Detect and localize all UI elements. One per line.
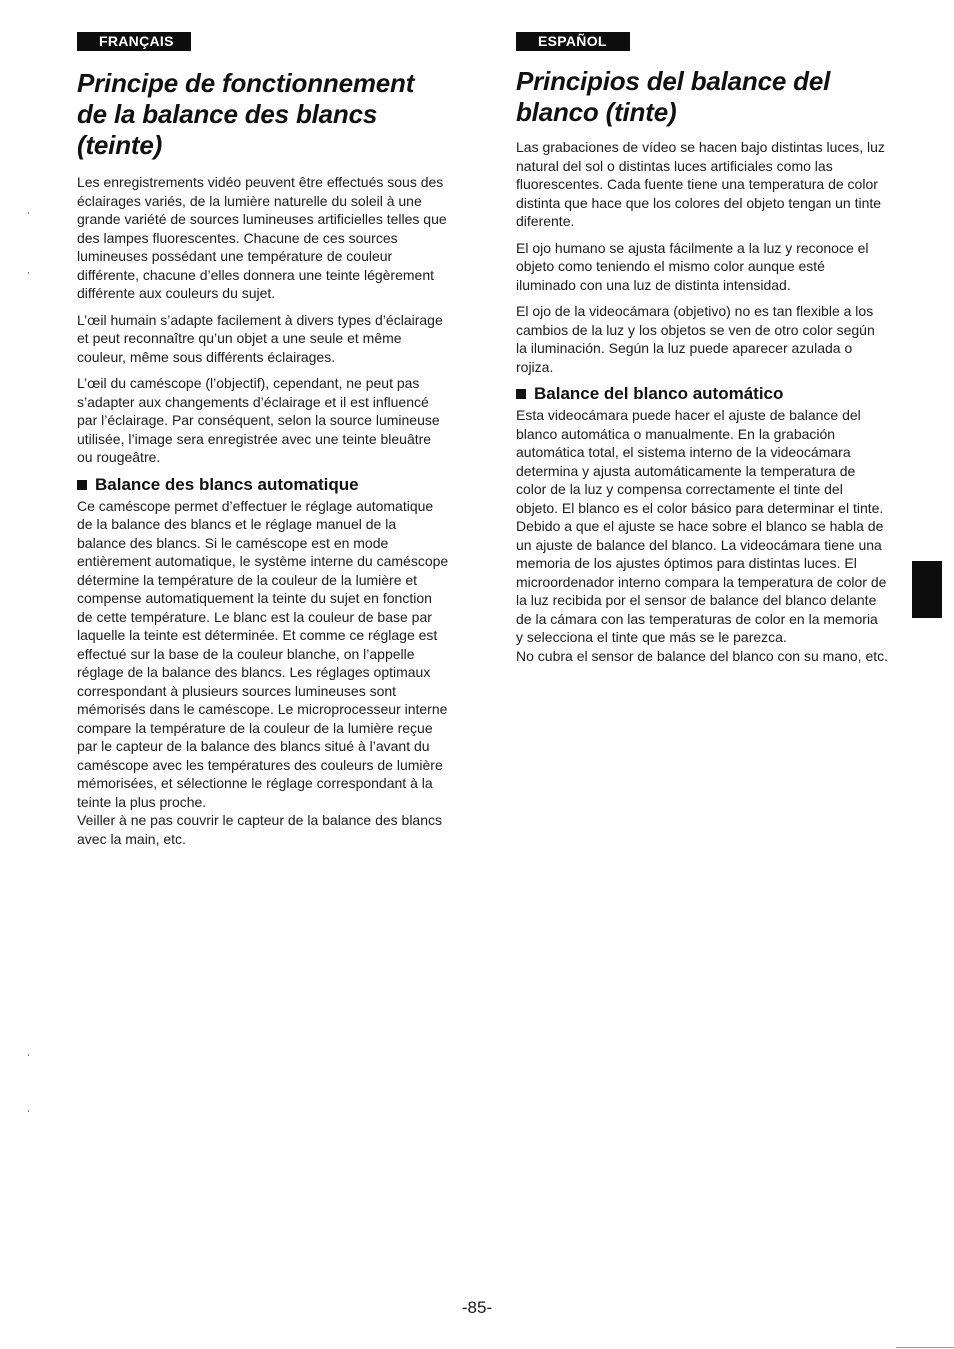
page-title-french: Principe de fonctionnement de la balance des blancs (teinte) bbox=[77, 68, 415, 160]
paragraph-french-2: L’œil humain s’adapte facilement à divers types d’éclairage et peut reconnaître qu’un objet a une seule et même couleur, même sous différents éclairages. bbox=[77, 311, 443, 365]
page-number: -85- bbox=[461, 1298, 493, 1317]
section-heading-french-label: Balance des blancs automatique bbox=[95, 474, 359, 494]
paragraph-french-3: L’œil du caméscope (l’objectif), cependant, ne peut pas s’adapter aux changements d’éclairage et il est influencé par l’éclairage. Par conséquent, selon la source lumineuse utilisée, l’image sera enregistrée avec une teinte bleuâtre ou rougeâtre. bbox=[77, 375, 440, 465]
margin-speck bbox=[28, 1110, 29, 1112]
section-body-spanish: Esta videocámara puede hacer el ajuste de balance del blanco automática o manualmente. En la grabación automática total, el sistema interno de la videocámara determina y ajusta automáticamente la temperatura de color de la luz y compensa correctamente el tinte del objeto. El blanco es el color básico para determinar el tinte. Debido a que el ajuste se hace sobre el blanco se habla de un ajuste de balance del blanco. La videocámara tiene una memoria de los ajustes óptimos para distintas luces. El microordenador interno compara la temperatura de color de la luz recibida por el sensor de balance del blanco delante de la cámara con las temperaturas de color en la memoria y selecciona el tinte que más se le parezca. bbox=[516, 407, 887, 645]
margin-speck bbox=[28, 1054, 29, 1056]
section-body-french: Ce caméscope permet d’effectuer le réglage automatique de la balance des blancs et le réglage manuel de la balance des blancs. Si le caméscope est en mode entièrement automatique, le système interne du caméscope détermine la température de la couleur de la lumière et compense automatiquement la teinte du sujet en fonction de cette température. Le blanc est la couleur de base par laquelle la teinte est déterminée. Et comme ce réglage est effectué sur la base de la couleur blanche, on l’appelle réglage de la balance des blancs. Les réglages optimaux correspondant à plusieurs sources lumineuses sont mémorisés dans le caméscope. Le microprocesseur interne compare la température de la couleur de la lumière reçue par le capteur de la balance des blancs situé à l’avant du caméscope avec les températures des couleurs de lumière mémorisées, et sélectionne le réglage correspondant à la teinte la plus proche. bbox=[77, 497, 449, 810]
margin-speck bbox=[28, 272, 29, 274]
french-column bbox=[77, 32, 449, 856]
paragraph-spanish-1: Las grabaciones de vídeo se hacen bajo distintas luces, luz natural del sol o distintas luces artificiales como las fluorescentes. Cada fuente tiene una temperatura de color distinta que hace que los colores del objeto tengan un tinte diferente. bbox=[516, 139, 885, 229]
section-note-spanish: No cubra el sensor de balance del blanco con su mano, etc. bbox=[516, 647, 889, 664]
page-title-spanish: Principios del balance del blanco (tinte) bbox=[516, 66, 831, 127]
section-heading-spanish-label: Balance del blanco automático bbox=[534, 384, 784, 403]
section-note-french: Veiller à ne pas couvrir le capteur de la balance des blancs avec la main, etc. bbox=[77, 812, 442, 847]
side-thumb-tab bbox=[912, 561, 942, 618]
square-bullet-icon bbox=[77, 480, 87, 490]
spanish-column bbox=[516, 32, 888, 673]
language-tab-spanish: ESPAÑOL bbox=[516, 32, 630, 51]
paragraph-spanish-3: El ojo de la videocámara (objetivo) no es tan flexible a los cambios de la luz y los objetos se ven de otro color según la iluminación. Según la luz puede aparecer azulada o rojiza. bbox=[516, 303, 875, 375]
language-tab-french: FRANÇAIS bbox=[77, 32, 191, 51]
paragraph-french-1: Les enregistrements vidéo peuvent être effectués sous des éclairages variés, de la lumière naturelle du soleil à une grande variété de sources lumineuses artificielles telles que des lampes fluorescentes. Chacune de ces sources lumineuses possédant une température de couleur différente, chacune d’elles donnera une teinte légèrement différente aux couleurs du sujet. bbox=[77, 174, 447, 301]
square-bullet-icon bbox=[516, 389, 526, 399]
section-heading-spanish bbox=[516, 384, 888, 404]
paragraph-spanish-2: El ojo humano se ajusta fácilmente a la luz y reconoce el objeto como teniendo el mismo color aunque esté iluminado con una luz de distinta intensidad. bbox=[516, 239, 869, 293]
section-heading-french bbox=[77, 475, 449, 495]
corner-rule bbox=[896, 1347, 954, 1348]
margin-speck bbox=[28, 212, 29, 214]
